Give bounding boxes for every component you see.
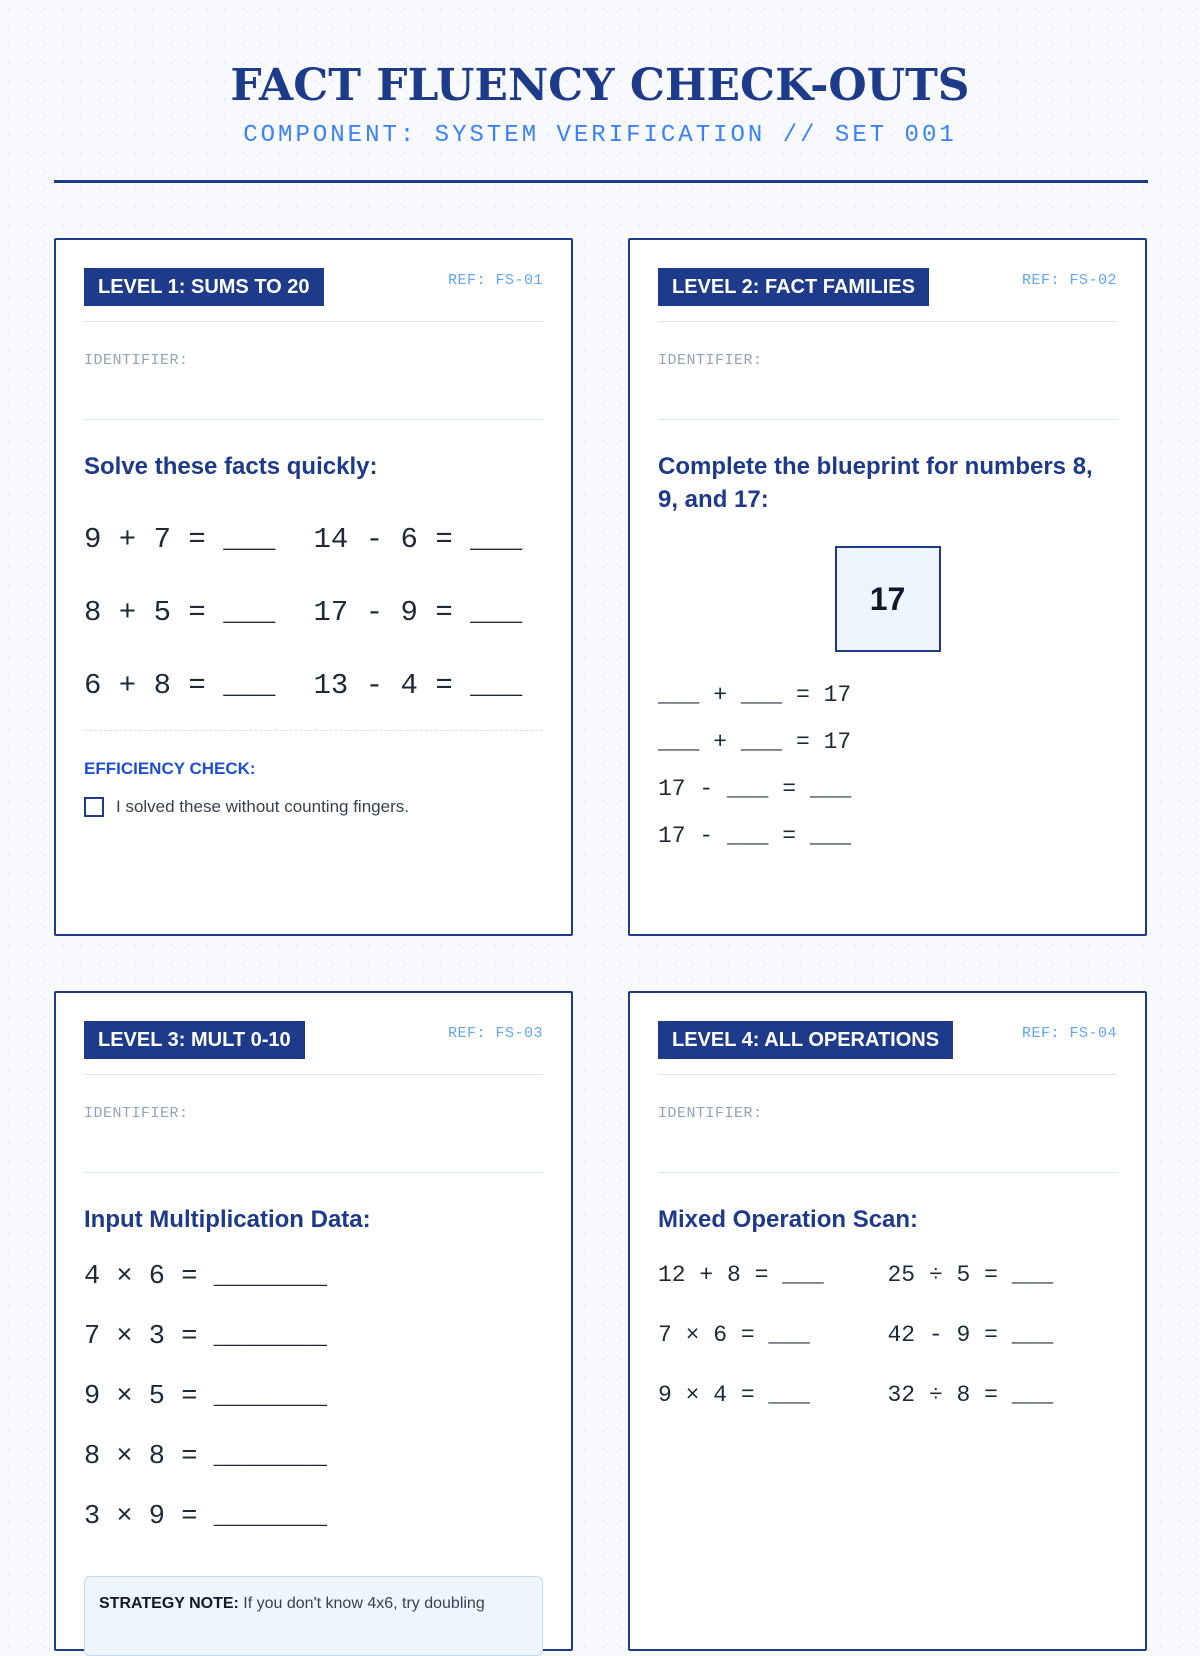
page-title: FACT FLUENCY CHECK-OUTS bbox=[230, 60, 970, 111]
card-prompt: Mixed Operation Scan: bbox=[658, 1206, 919, 1233]
page-header bbox=[0, 0, 1200, 149]
identifier-field[interactable] bbox=[84, 1075, 543, 1173]
efficiency-label: I solved these without counting fingers. bbox=[116, 797, 409, 816]
page-subtitle: COMPONENT: SYSTEM VERIFICATION // SET 001 bbox=[243, 122, 957, 149]
identifier-field[interactable] bbox=[658, 1075, 1117, 1173]
fact-row bbox=[84, 503, 543, 576]
header-divider bbox=[54, 180, 1148, 183]
card-level-4 bbox=[628, 991, 1147, 1651]
mixed-item[interactable]: 12 + 8 = ___ bbox=[658, 1262, 824, 1288]
fact-item[interactable]: 6 + 8 = ___ bbox=[84, 669, 276, 702]
card-level-1 bbox=[54, 238, 573, 936]
card-prompt: Complete the blueprint for numbers 8, 9, and 17: bbox=[658, 453, 1093, 513]
identifier-label: IDENTIFIER: bbox=[84, 352, 189, 369]
ref-code: REF: FS-03 bbox=[447, 1025, 543, 1042]
efficiency-title: EFFICIENCY CHECK: bbox=[84, 759, 256, 778]
mixed-row bbox=[658, 1322, 1117, 1382]
multiplication-item[interactable]: 3 × 9 = _______ bbox=[84, 1502, 328, 1532]
mixed-row bbox=[658, 1382, 1117, 1442]
fact-family-line[interactable]: 17 - ___ = ___ bbox=[658, 776, 852, 802]
card-prompt: Solve these facts quickly: bbox=[84, 453, 378, 480]
multiplication-item[interactable]: 4 × 6 = _______ bbox=[84, 1262, 328, 1292]
strategy-text: If you don't know 4x6, try doubling bbox=[238, 1595, 485, 1612]
fact-family-line[interactable]: ___ + ___ = 17 bbox=[658, 729, 852, 755]
mixed-item[interactable]: 25 ÷ 5 = ___ bbox=[887, 1262, 1054, 1288]
ref-code: REF: FS-02 bbox=[1021, 272, 1117, 289]
strategy-note bbox=[84, 1576, 543, 1656]
fact-item[interactable]: 14 - 6 = ___ bbox=[313, 523, 523, 556]
level-badge: LEVEL 3: MULT 0-10 bbox=[84, 1021, 305, 1059]
facts-grid bbox=[84, 503, 543, 722]
card-level-2 bbox=[628, 238, 1147, 936]
fact-item[interactable]: 8 + 5 = ___ bbox=[84, 596, 276, 629]
identifier-field[interactable] bbox=[84, 322, 543, 420]
identifier-field[interactable] bbox=[658, 322, 1117, 420]
fact-family-line[interactable]: ___ + ___ = 17 bbox=[658, 682, 852, 708]
fact-item[interactable]: 17 - 9 = ___ bbox=[313, 596, 523, 629]
card-prompt: Input Multiplication Data: bbox=[84, 1206, 371, 1233]
identifier-label: IDENTIFIER: bbox=[658, 1105, 763, 1122]
fact-item[interactable]: 13 - 4 = ___ bbox=[313, 669, 523, 702]
identifier-label: IDENTIFIER: bbox=[84, 1105, 189, 1122]
multiplication-list bbox=[84, 1262, 543, 1562]
multiplication-item[interactable]: 7 × 3 = _______ bbox=[84, 1322, 328, 1352]
level-badge: LEVEL 4: ALL OPERATIONS bbox=[658, 1021, 953, 1059]
mixed-row bbox=[658, 1262, 1117, 1322]
ref-code: REF: FS-04 bbox=[1021, 1025, 1117, 1042]
strategy-label: STRATEGY NOTE: bbox=[99, 1595, 239, 1612]
mixed-item[interactable]: 32 ÷ 8 = ___ bbox=[887, 1382, 1054, 1408]
multiplication-item[interactable]: 9 × 5 = _______ bbox=[84, 1382, 328, 1412]
fact-family-number-box: 17 bbox=[835, 546, 941, 652]
efficiency-check-row bbox=[84, 797, 543, 817]
multiplication-item[interactable]: 8 × 8 = _______ bbox=[84, 1442, 328, 1472]
mixed-item[interactable]: 7 × 6 = ___ bbox=[658, 1322, 810, 1348]
mixed-item[interactable]: 42 - 9 = ___ bbox=[887, 1322, 1054, 1348]
fact-row bbox=[84, 649, 543, 722]
level-badge: LEVEL 1: SUMS TO 20 bbox=[84, 268, 324, 306]
efficiency-checkbox[interactable] bbox=[84, 797, 104, 817]
dashed-divider bbox=[84, 730, 543, 731]
card-level-3 bbox=[54, 991, 573, 1651]
mixed-operations-grid bbox=[658, 1262, 1117, 1442]
ref-code: REF: FS-01 bbox=[447, 272, 543, 289]
fact-family-line[interactable]: 17 - ___ = ___ bbox=[658, 823, 852, 849]
fact-row bbox=[84, 576, 543, 649]
fact-family-lines bbox=[658, 682, 1117, 870]
identifier-label: IDENTIFIER: bbox=[658, 352, 763, 369]
fact-item[interactable]: 9 + 7 = ___ bbox=[84, 523, 276, 556]
mixed-item[interactable]: 9 × 4 = ___ bbox=[658, 1382, 810, 1408]
level-badge: LEVEL 2: FACT FAMILIES bbox=[658, 268, 929, 306]
